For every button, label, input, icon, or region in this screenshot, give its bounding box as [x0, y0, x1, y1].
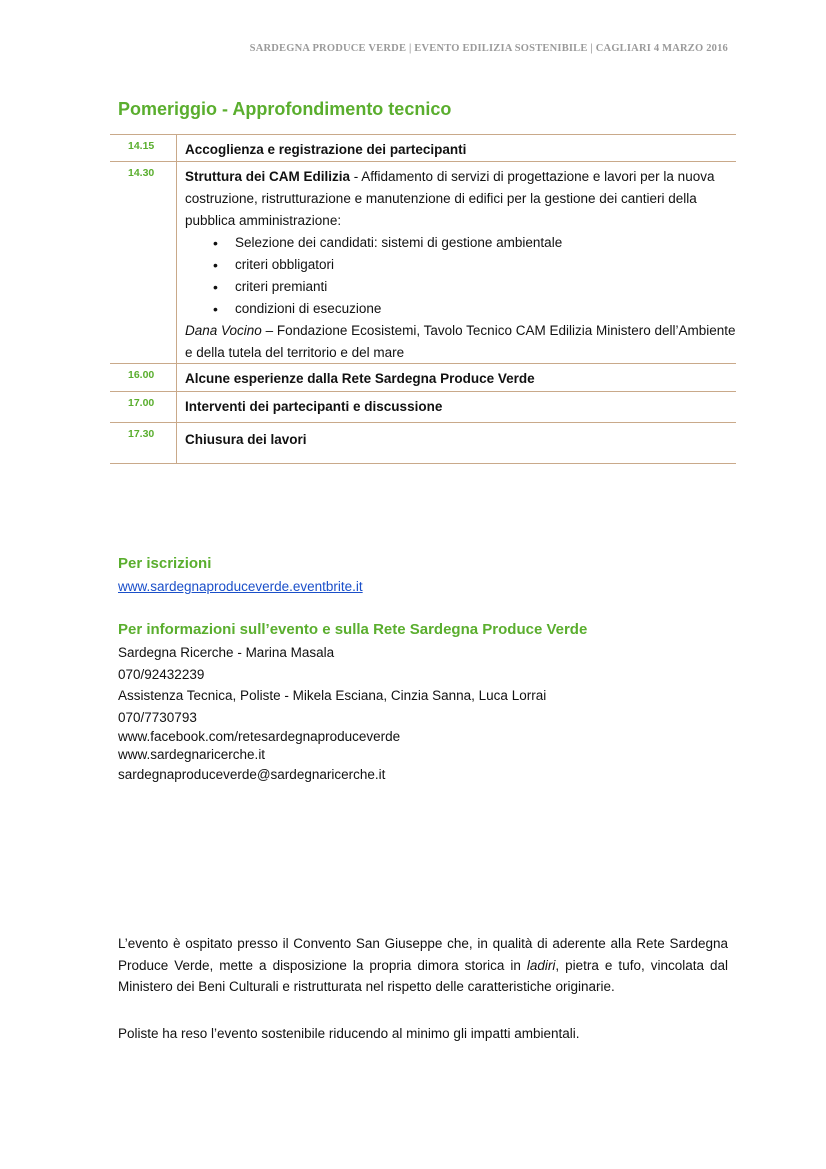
- email-link[interactable]: sardegnaproduceverde@sardegnaricerche.it: [118, 767, 386, 782]
- venue-paragraph: L’evento è ospitato presso il Convento San Giuseppe che, in qualità di aderente alla Rete Sardegna Produce Verde, mette a disposizione la propria dimora storica in ladiri, pietra e tufo, vincolata dal Ministero dei Beni Culturali e ristrutturata nel rispetto delle caratteristiche originarie.: [118, 936, 728, 994]
- contact-block: [118, 642, 546, 786]
- list-item: • criteri obbligatori: [213, 254, 736, 276]
- speaker-affiliation: – Fondazione Ecosistemi, Tavolo Tecnico CAM Edilizia Ministero dell’Ambiente e della tutela del territorio e del mare: [185, 323, 736, 360]
- schedule-row: [110, 422, 736, 464]
- schedule-row: [110, 161, 736, 363]
- contact-name: Sardegna Ricerche - Marina Masala: [118, 645, 335, 660]
- contact-name: Assistenza Tecnica, Poliste - Mikela Esciana, Cinzia Sanna, Luca Lorrai: [118, 688, 547, 703]
- schedule-time: 16.00: [110, 364, 177, 391]
- registration-heading: Per iscrizioni: [118, 555, 212, 572]
- schedule-title: Alcune esperienze dalla Rete Sardegna Produce Verde: [185, 371, 535, 386]
- venue-italic-word: ladiri: [526, 957, 556, 973]
- speaker-name: Dana Vocino: [185, 323, 262, 338]
- schedule-row: [110, 134, 736, 161]
- schedule-title: Chiusura dei lavori: [185, 432, 307, 447]
- page-header: SARDEGNA PRODUCE VERDE | EVENTO EDILIZIA SOSTENIBILE | CAGLIARI 4 MARZO 2016: [249, 43, 728, 54]
- schedule-table: [110, 134, 736, 464]
- list-item: • Selezione dei candidati: sistemi di gestione ambientale: [213, 232, 736, 254]
- schedule-title: Interventi dei partecipanti e discussione: [185, 399, 443, 414]
- schedule-time: 14.30: [110, 162, 177, 363]
- schedule-title: Struttura dei CAM Edilizia: [185, 169, 351, 184]
- list-item: • condizioni di esecuzione: [213, 298, 736, 320]
- list-item: • criteri premianti: [213, 276, 736, 298]
- facebook-link[interactable]: www.facebook.com/retesardegnaproduceverde: [118, 729, 401, 744]
- info-heading: Per informazioni sull’evento e sulla Rete Sardegna Produce Verde: [118, 621, 588, 638]
- schedule-time: 14.15: [110, 135, 177, 161]
- schedule-title: Accoglienza e registrazione dei partecipanti: [185, 142, 467, 157]
- registration-link[interactable]: www.sardegnaproduceverde.eventbrite.it: [118, 579, 363, 594]
- contact-phone: 070/7730793: [118, 709, 197, 725]
- schedule-description: - Affidamento di servizi di progettazione e lavori per la nuova costruzione, ristrutturazione e manutenzione di edifici per la gestione dei cantieri della pubblica amministrazione:: [185, 169, 715, 228]
- schedule-time: 17.30: [110, 423, 177, 463]
- section-title: Pomeriggio - Approfondimento tecnico: [118, 99, 452, 119]
- closing-paragraph: Poliste ha reso l’evento sostenibile riducendo al minimo gli impatti ambientali.: [118, 1026, 580, 1041]
- schedule-time: 17.00: [110, 392, 177, 422]
- schedule-row: [110, 363, 736, 391]
- contact-phone: 070/92432239: [118, 666, 205, 682]
- criteria-list: [185, 232, 736, 320]
- website-link[interactable]: www.sardegnaricerche.it: [118, 747, 266, 762]
- schedule-row: [110, 391, 736, 422]
